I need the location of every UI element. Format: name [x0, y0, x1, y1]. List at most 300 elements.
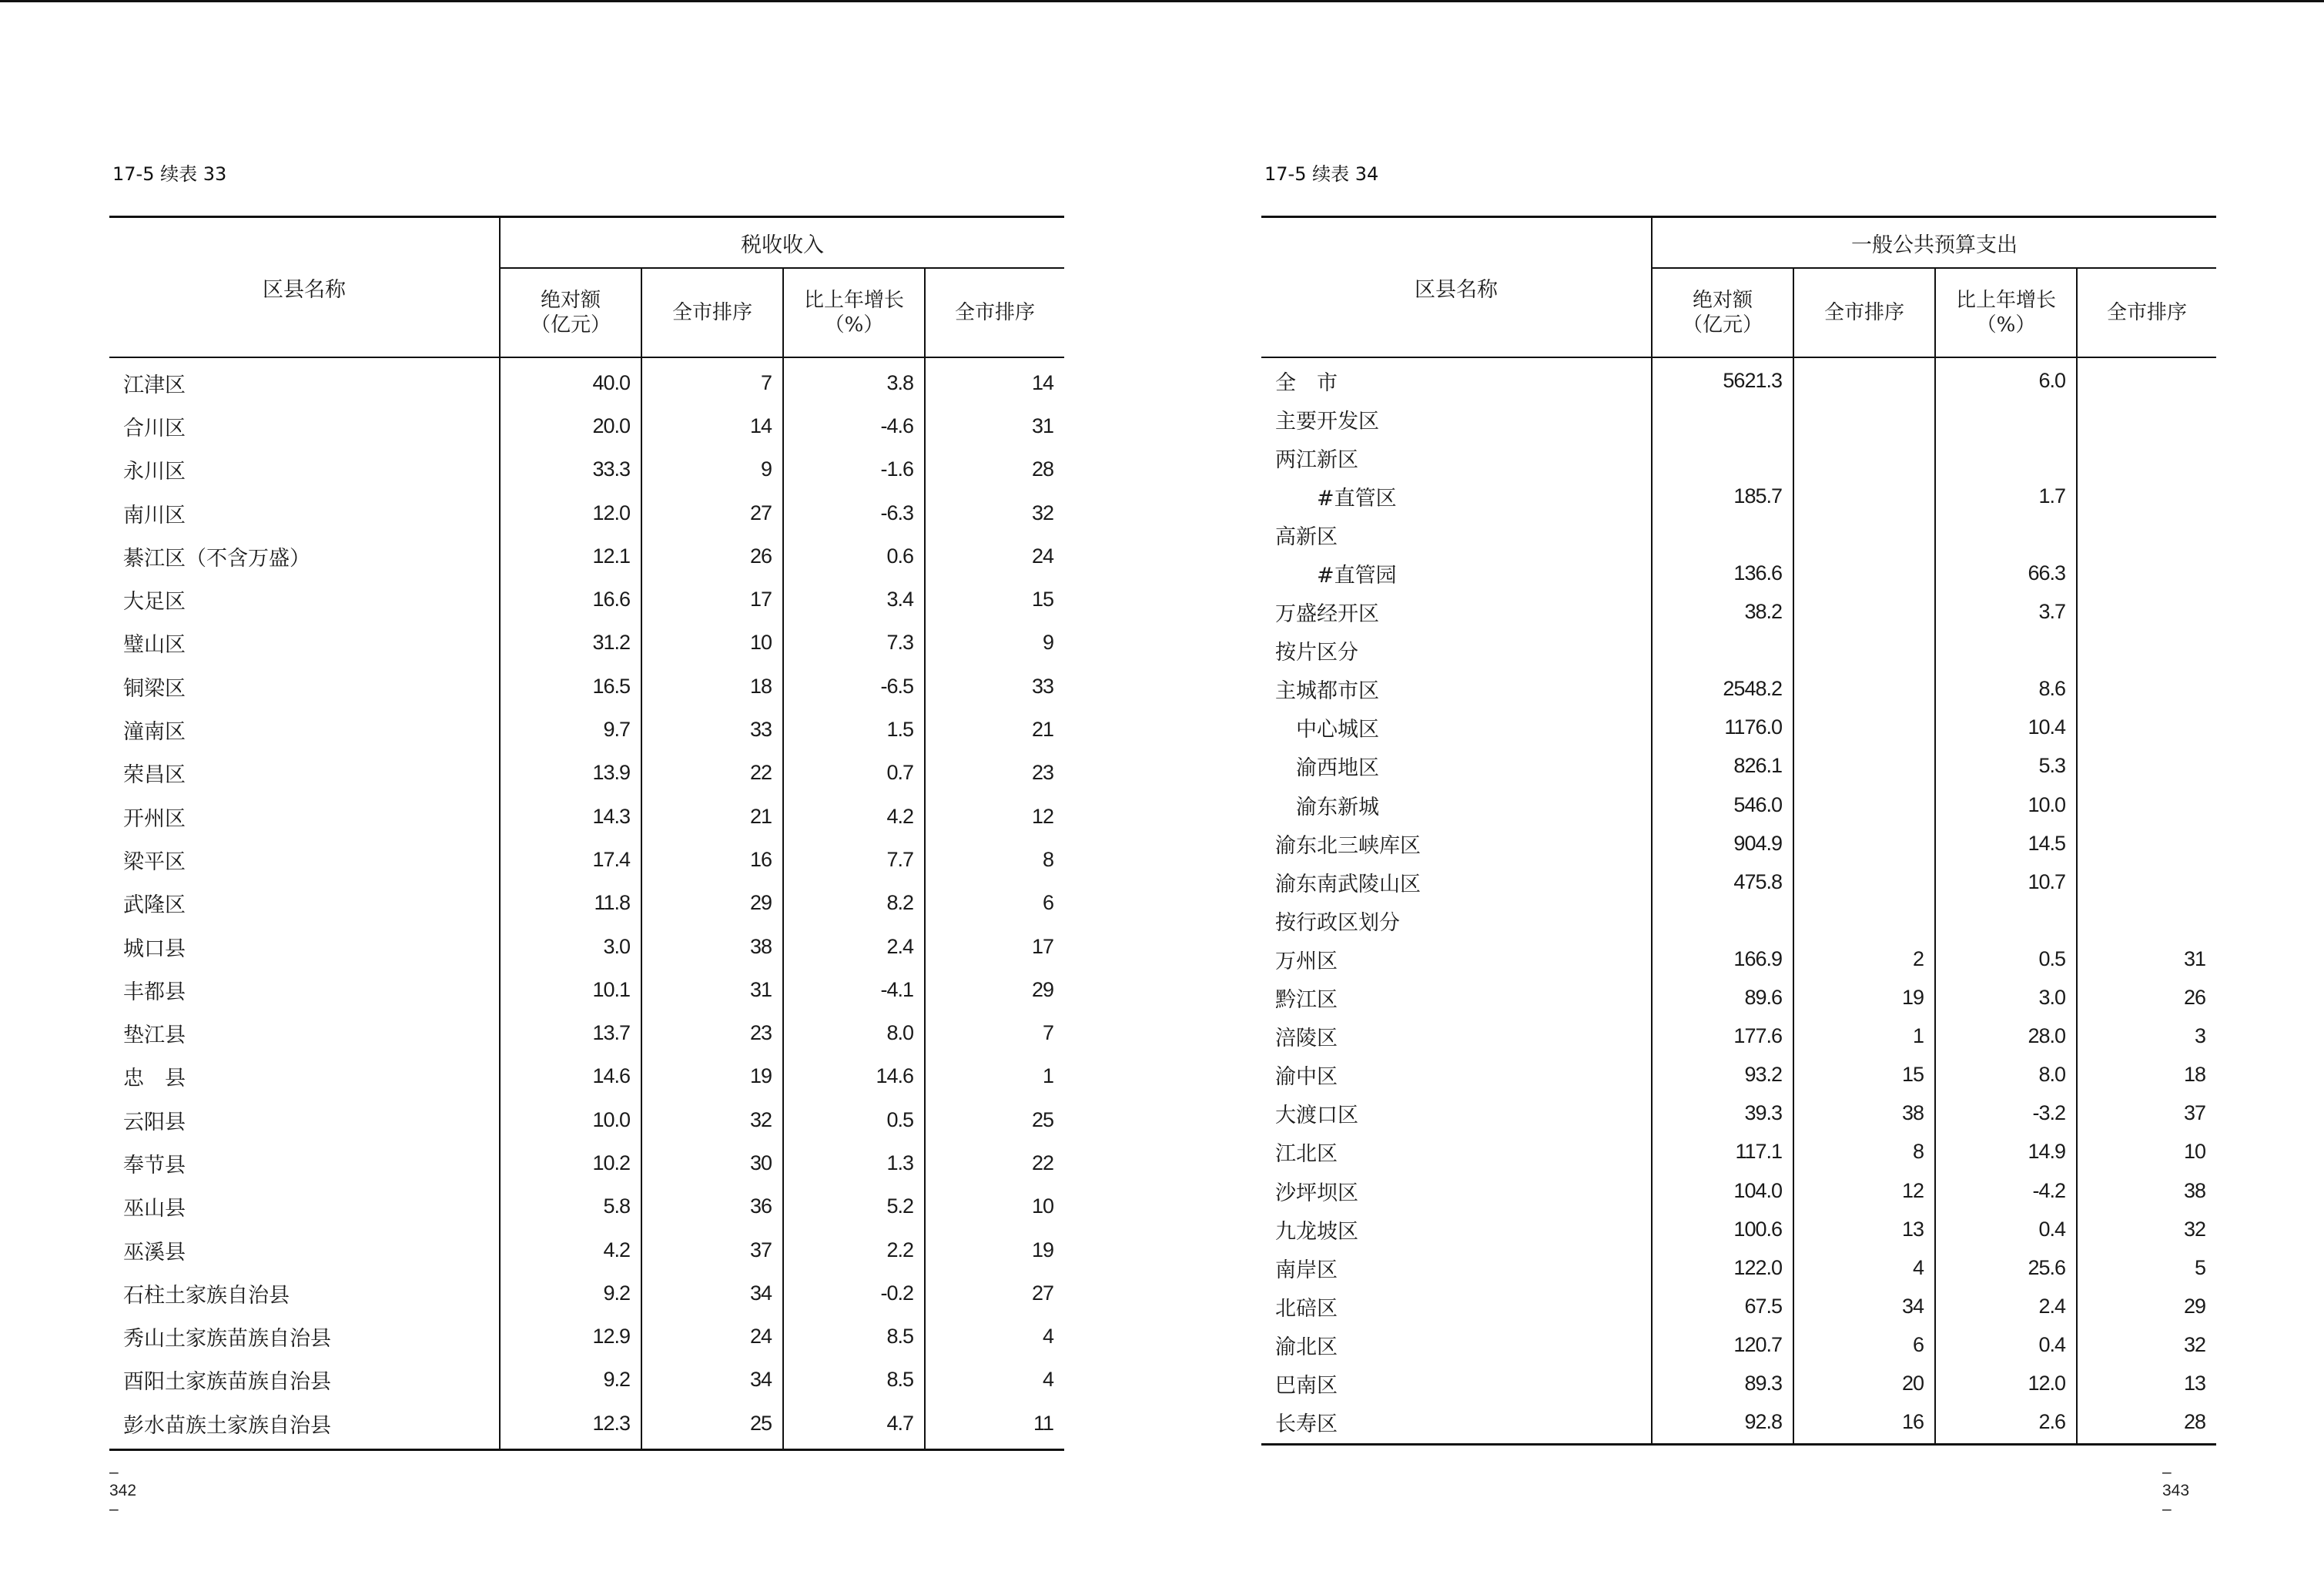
cell-yoy-growth: 0.4 [2038, 1332, 2065, 1356]
table-row [1261, 786, 2216, 824]
cell-district-name: 渝东北三峡库区 [1275, 833, 1421, 858]
cell-absolute-amount: 136.6 [1733, 561, 1782, 585]
cell-yoy-growth: 2.2 [886, 1238, 913, 1261]
table-row [1261, 632, 2216, 670]
cell-growth-rank: 6 [1042, 891, 1053, 915]
cell-yoy-growth: 5.3 [2038, 754, 2065, 778]
cell-growth-rank [2076, 593, 2216, 632]
table-row [109, 621, 1064, 665]
cell-city-rank: 27 [749, 501, 772, 524]
cell-yoy-growth: -3.2 [2032, 1101, 2065, 1125]
cell-growth-rank [2076, 632, 2216, 670]
cell-district-name: 潼南区 [123, 720, 186, 745]
cell-absolute-amount: 104.0 [1733, 1178, 1782, 1202]
table-row [109, 448, 1064, 491]
cell-growth-rank: 17 [1031, 934, 1053, 958]
cell-growth-rank: 28 [2183, 1410, 2205, 1434]
cell-district-name: 九龙坡区 [1275, 1219, 1358, 1244]
cell-city-rank: 36 [749, 1194, 772, 1218]
table-row [1261, 1325, 2216, 1364]
cell-city-rank: 22 [749, 761, 772, 785]
table-row [1261, 438, 2216, 477]
cell-district-name: 荣昌区 [123, 763, 186, 788]
cell-district-name: 北碚区 [1275, 1296, 1338, 1321]
cell-district-name: 中心城区 [1275, 718, 1379, 742]
header-group-tax-revenue: 税收收入 [499, 218, 1064, 269]
table-row [1261, 940, 2216, 978]
cell-city-rank: 10 [749, 631, 772, 655]
cell-growth-rank [2076, 863, 2216, 901]
cell-growth-rank: 33 [1031, 674, 1053, 698]
table-row [1261, 1056, 2216, 1094]
cell-district-name: 按行政区划分 [1275, 910, 1400, 935]
table-row [1261, 670, 2216, 709]
cell-city-rank: 32 [749, 1107, 772, 1131]
cell-district-name: 南川区 [123, 503, 186, 528]
cell-city-rank: 21 [749, 804, 772, 828]
cell-growth-rank [2076, 786, 2216, 824]
table-body [1261, 358, 2216, 1443]
cell-yoy-growth: 8.0 [886, 1021, 913, 1045]
public-budget-expenditure-table [1261, 216, 2216, 1446]
table-row [109, 708, 1064, 751]
cell-growth-rank: 14 [1031, 370, 1053, 394]
table-body [109, 358, 1064, 1449]
cell-yoy-growth: 1.5 [886, 718, 913, 742]
cell-district-name: 石柱土家族自治县 [123, 1283, 290, 1308]
cell-district-name: 大渡口区 [1275, 1104, 1358, 1128]
cell-city-rank: 16 [749, 847, 772, 871]
cell-yoy-growth: 0.5 [886, 1107, 913, 1131]
cell-growth-rank: 27 [1031, 1281, 1053, 1305]
table-caption: 17-5 续表 33 [112, 163, 227, 185]
cell-absolute-amount: 475.8 [1733, 869, 1782, 893]
cell-city-rank [1793, 477, 1934, 515]
cell-district-name: 南岸区 [1275, 1258, 1338, 1282]
cell-absolute-amount: 10.1 [592, 977, 630, 1001]
cell-absolute-amount: 2548.2 [1723, 677, 1782, 701]
cell-yoy-growth: 14.5 [2028, 831, 2065, 855]
cell-district-name: 沙坪坝区 [1275, 1181, 1358, 1205]
cell-yoy-growth: 8.6 [2038, 677, 2065, 701]
cell-district-name: 永川区 [123, 460, 186, 484]
cell-city-rank [1793, 901, 1934, 940]
tax-revenue-table [109, 216, 1064, 1451]
cell-yoy-growth: 3.7 [2038, 600, 2065, 624]
table-row [109, 1359, 1064, 1402]
cell-yoy-growth: 14.9 [2028, 1140, 2065, 1164]
cell-yoy-growth [1934, 901, 2076, 940]
cell-absolute-amount: 38.2 [1744, 600, 1782, 624]
cell-growth-rank: 12 [1031, 804, 1053, 828]
table-row [109, 491, 1064, 534]
cell-absolute-amount: 17.4 [592, 847, 630, 871]
cell-yoy-growth: -4.6 [880, 414, 913, 437]
cell-absolute-amount: 5621.3 [1723, 368, 1782, 392]
cell-growth-rank: 18 [2183, 1063, 2205, 1087]
table-row [1261, 1364, 2216, 1402]
cell-absolute-amount: 16.6 [592, 588, 630, 611]
table-row [109, 1055, 1064, 1098]
table-row [109, 578, 1064, 621]
cell-yoy-growth: 7.7 [886, 847, 913, 871]
cell-yoy-growth: -4.1 [880, 977, 913, 1001]
cell-absolute-amount: 9.2 [603, 1281, 630, 1305]
table-row [109, 361, 1064, 404]
cell-city-rank: 25 [749, 1411, 772, 1435]
cell-yoy-growth: 28.0 [2028, 1024, 2065, 1048]
cell-yoy-growth: 4.7 [886, 1411, 913, 1435]
cell-absolute-amount: 122.0 [1733, 1255, 1782, 1279]
cell-city-rank [1793, 554, 1934, 592]
cell-city-rank: 19 [749, 1064, 772, 1088]
cell-city-rank: 30 [749, 1151, 772, 1174]
cell-absolute-amount: 93.2 [1744, 1063, 1782, 1087]
table-row [1261, 1094, 2216, 1133]
cell-absolute-amount: 14.3 [592, 804, 630, 828]
cell-absolute-amount: 31.2 [592, 631, 630, 655]
cell-district-name: 渝西地区 [1275, 756, 1379, 781]
cell-district-name: 秀山土家族苗族自治县 [123, 1327, 331, 1352]
cell-growth-rank: 3 [2194, 1024, 2205, 1048]
cell-district-name: 全 市 [1275, 370, 1338, 395]
cell-city-rank: 33 [749, 718, 772, 742]
cell-city-rank [1793, 438, 1934, 477]
cell-absolute-amount [1651, 438, 1793, 477]
cell-yoy-growth: 3.0 [2038, 986, 2065, 1010]
cell-absolute-amount: 13.9 [592, 761, 630, 785]
cell-district-name: 两江新区 [1275, 447, 1358, 472]
table-row [109, 1185, 1064, 1228]
cell-city-rank [1793, 400, 1934, 438]
cell-growth-rank: 1 [1042, 1064, 1053, 1088]
cell-city-rank: 6 [1912, 1332, 1924, 1356]
cell-city-rank: 26 [749, 544, 772, 568]
cell-growth-rank: 26 [2183, 986, 2205, 1010]
cell-growth-rank: 28 [1031, 457, 1053, 481]
cell-district-name: 万盛经开区 [1275, 602, 1379, 627]
cell-absolute-amount [1651, 515, 1793, 554]
cell-absolute-amount: 89.6 [1744, 986, 1782, 1010]
cell-yoy-growth: 2.4 [2038, 1294, 2065, 1318]
cell-district-name: 酉阳土家族苗族自治县 [123, 1370, 331, 1395]
table-row [109, 1271, 1064, 1315]
cell-growth-rank: 10 [2183, 1140, 2205, 1164]
table-row [1261, 824, 2216, 863]
cell-absolute-amount: 16.5 [592, 674, 630, 698]
cell-absolute-amount: 10.0 [592, 1107, 630, 1131]
cell-yoy-growth: 0.7 [886, 761, 913, 785]
cell-growth-rank: 29 [2183, 1294, 2205, 1318]
cell-district-name: #直管区 [1275, 486, 1397, 511]
table-row [1261, 593, 2216, 632]
cell-yoy-growth: 10.7 [2028, 869, 2065, 893]
table-row [1261, 400, 2216, 438]
cell-absolute-amount: 14.6 [592, 1064, 630, 1088]
cell-district-name: 主要开发区 [1275, 409, 1379, 434]
cell-yoy-growth: -4.2 [2032, 1178, 2065, 1202]
cell-growth-rank [2076, 438, 2216, 477]
cell-district-name: 垫江县 [123, 1023, 186, 1048]
cell-city-rank [1793, 632, 1934, 670]
cell-absolute-amount: 12.1 [592, 544, 630, 568]
cell-district-name: 奉节县 [123, 1153, 186, 1178]
cell-yoy-growth: 6.0 [2038, 368, 2065, 392]
cell-city-rank: 2 [1912, 946, 1924, 970]
table-caption: 17-5 续表 34 [1264, 163, 1379, 185]
table-row [1261, 361, 2216, 400]
table-row [109, 534, 1064, 578]
cell-yoy-growth: 10.0 [2028, 792, 2065, 816]
header-yoy-growth: 比上年增长 （%） [1934, 269, 2076, 357]
cell-yoy-growth: 3.4 [886, 588, 913, 611]
cell-yoy-growth: 1.3 [886, 1151, 913, 1174]
cell-district-name: 涪陵区 [1275, 1027, 1338, 1051]
cell-city-rank: 29 [749, 891, 772, 915]
cell-city-rank: 23 [749, 1021, 772, 1045]
cell-absolute-amount: 10.2 [592, 1151, 630, 1174]
cell-absolute-amount: 33.3 [592, 457, 630, 481]
cell-district-name: 江津区 [123, 373, 186, 397]
cell-city-rank: 37 [749, 1238, 772, 1261]
top-rule [0, 0, 2324, 2]
cell-growth-rank: 5 [2194, 1255, 2205, 1279]
cell-city-rank: 9 [760, 457, 772, 481]
cell-city-rank: 18 [749, 674, 772, 698]
cell-yoy-growth: 10.4 [2028, 715, 2065, 739]
cell-district-name: 忠 县 [123, 1067, 186, 1091]
cell-growth-rank: 31 [1031, 414, 1053, 437]
cell-absolute-amount: 4.2 [603, 1238, 630, 1261]
cell-absolute-amount: 67.5 [1744, 1294, 1782, 1318]
cell-city-rank: 12 [1901, 1178, 1924, 1202]
cell-yoy-growth [1934, 400, 2076, 438]
cell-city-rank [1793, 515, 1934, 554]
cell-absolute-amount: 120.7 [1733, 1332, 1782, 1356]
header-absolute-amount: 绝对额 （亿元） [499, 269, 641, 357]
cell-absolute-amount: 12.0 [592, 501, 630, 524]
cell-growth-rank: 4 [1042, 1325, 1053, 1348]
table-row [1261, 1287, 2216, 1325]
cell-absolute-amount: 1176.0 [1724, 715, 1782, 739]
cell-absolute-amount: 3.0 [603, 934, 630, 958]
cell-absolute-amount: 100.6 [1733, 1217, 1782, 1241]
cell-city-rank: 1 [1912, 1024, 1924, 1048]
cell-city-rank [1793, 670, 1934, 709]
cell-absolute-amount: 546.0 [1733, 792, 1782, 816]
cell-growth-rank: 25 [1031, 1107, 1053, 1131]
cell-growth-rank [2076, 747, 2216, 786]
table-row [109, 1402, 1064, 1445]
table-row [1261, 709, 2216, 747]
cell-growth-rank [2076, 477, 2216, 515]
header-city-rank: 全市排序 [1793, 269, 1934, 357]
cell-city-rank: 7 [760, 370, 772, 394]
cell-growth-rank [2076, 400, 2216, 438]
cell-growth-rank [2076, 901, 2216, 940]
cell-growth-rank: 32 [2183, 1217, 2205, 1241]
cell-district-name: 江北区 [1275, 1142, 1338, 1167]
cell-absolute-amount: 9.2 [603, 1368, 630, 1392]
cell-growth-rank: 7 [1042, 1021, 1053, 1045]
cell-growth-rank: 31 [2183, 946, 2205, 970]
cell-absolute-amount: 12.9 [592, 1325, 630, 1348]
cell-city-rank [1793, 786, 1934, 824]
cell-yoy-growth: 7.3 [886, 631, 913, 655]
cell-district-name: 渝东新城 [1275, 795, 1379, 819]
table-row [109, 1315, 1064, 1359]
cell-city-rank: 20 [1901, 1371, 1924, 1395]
cell-district-name: 开州区 [123, 806, 186, 831]
cell-growth-rank: 9 [1042, 631, 1053, 655]
cell-growth-rank: 4 [1042, 1368, 1053, 1392]
cell-district-name: 彭水苗族土家族自治县 [123, 1413, 331, 1438]
cell-absolute-amount: 185.7 [1733, 484, 1782, 508]
header-district-name: 区县名称 [1415, 277, 1498, 302]
table-row [1261, 554, 2216, 592]
cell-absolute-amount: 177.6 [1733, 1024, 1782, 1048]
cell-city-rank: 15 [1901, 1063, 1924, 1087]
cell-yoy-growth: -6.3 [880, 501, 913, 524]
cell-district-name: 巫溪县 [123, 1240, 186, 1265]
cell-district-name: 渝中区 [1275, 1065, 1338, 1090]
cell-district-name: 巫山县 [123, 1197, 186, 1221]
cell-absolute-amount: 166.9 [1733, 946, 1782, 970]
cell-growth-rank [2076, 361, 2216, 400]
header-absolute-amount: 绝对额 （亿元） [1651, 269, 1793, 357]
cell-absolute-amount: 89.3 [1744, 1371, 1782, 1395]
cell-district-name: 合川区 [123, 416, 186, 441]
table-row [109, 1141, 1064, 1184]
cell-absolute-amount: 9.7 [603, 718, 630, 742]
cell-yoy-growth: -6.5 [880, 674, 913, 698]
table-row [1261, 1017, 2216, 1056]
cell-yoy-growth: 2.4 [886, 934, 913, 958]
cell-growth-rank: 15 [1031, 588, 1053, 611]
table-row [109, 795, 1064, 838]
table-row [109, 404, 1064, 447]
cell-growth-rank: 37 [2183, 1101, 2205, 1125]
cell-district-name: 云阳县 [123, 1110, 186, 1134]
cell-absolute-amount: 12.3 [592, 1411, 630, 1435]
cell-yoy-growth: 2.6 [2038, 1410, 2065, 1434]
cell-city-rank [1793, 709, 1934, 747]
table-row [109, 1098, 1064, 1141]
cell-city-rank: 38 [1901, 1101, 1924, 1125]
cell-absolute-amount: 904.9 [1733, 831, 1782, 855]
header-growth-rank: 全市排序 [924, 269, 1064, 357]
cell-district-name: 武隆区 [123, 893, 186, 918]
cell-yoy-growth: 14.6 [876, 1064, 913, 1088]
cell-absolute-amount: 11.8 [594, 891, 630, 915]
table-row [1261, 901, 2216, 940]
cell-district-name: 丰都县 [123, 980, 186, 1004]
cell-yoy-growth: -1.6 [880, 457, 913, 481]
cell-growth-rank [2076, 554, 2216, 592]
cell-district-name: 城口县 [123, 936, 186, 961]
cell-district-name: 黔江区 [1275, 988, 1338, 1013]
cell-city-rank: 17 [749, 588, 772, 611]
table-row [109, 752, 1064, 795]
cell-city-rank [1793, 361, 1934, 400]
cell-city-rank: 4 [1912, 1255, 1924, 1279]
table-header [1261, 218, 2216, 358]
header-district-name: 区县名称 [263, 277, 346, 302]
cell-absolute-amount [1651, 901, 1793, 940]
cell-absolute-amount [1651, 632, 1793, 670]
cell-city-rank [1793, 863, 1934, 901]
cell-yoy-growth: -0.2 [880, 1281, 913, 1305]
cell-yoy-growth: 0.4 [2038, 1217, 2065, 1241]
cell-yoy-growth: 3.8 [886, 370, 913, 394]
cell-absolute-amount [1651, 400, 1793, 438]
table-row [109, 925, 1064, 968]
cell-yoy-growth: 0.6 [886, 544, 913, 568]
cell-yoy-growth: 4.2 [886, 804, 913, 828]
cell-growth-rank: 19 [1031, 1238, 1053, 1261]
cell-yoy-growth: 25.6 [2028, 1255, 2065, 1279]
cell-yoy-growth [1934, 515, 2076, 554]
cell-yoy-growth: 1.7 [2038, 484, 2065, 508]
cell-district-name: 大足区 [123, 590, 186, 615]
cell-city-rank [1793, 824, 1934, 863]
table-row [1261, 1210, 2216, 1248]
cell-absolute-amount: 826.1 [1733, 754, 1782, 778]
cell-city-rank: 24 [749, 1325, 772, 1348]
table-row [1261, 515, 2216, 554]
page-number: – 343 – [2162, 1463, 2190, 1518]
cell-yoy-growth: 5.2 [886, 1194, 913, 1218]
cell-growth-rank: 29 [1031, 977, 1053, 1001]
table-row [109, 838, 1064, 881]
cell-district-name: #直管园 [1275, 564, 1397, 588]
cell-district-name: 按片区分 [1275, 641, 1358, 665]
cell-growth-rank: 13 [2183, 1371, 2205, 1395]
cell-city-rank: 38 [749, 934, 772, 958]
table-row [1261, 1248, 2216, 1287]
table-row [1261, 747, 2216, 786]
cell-absolute-amount: 117.1 [1735, 1140, 1782, 1164]
cell-district-name: 长寿区 [1275, 1412, 1338, 1437]
table-row [1261, 1403, 2216, 1442]
cell-district-name: 高新区 [1275, 524, 1338, 549]
cell-growth-rank: 24 [1031, 544, 1053, 568]
header-yoy-growth: 比上年增长 （%） [782, 269, 924, 357]
cell-city-rank: 34 [1901, 1294, 1924, 1318]
cell-city-rank: 34 [749, 1368, 772, 1392]
header-group-budget-expenditure: 一般公共预算支出 [1651, 218, 2216, 269]
cell-growth-rank: 32 [1031, 501, 1053, 524]
cell-growth-rank: 21 [1031, 718, 1053, 742]
cell-growth-rank [2076, 824, 2216, 863]
cell-district-name: 万州区 [1275, 949, 1338, 973]
table-header [109, 218, 1064, 358]
table-row [109, 1011, 1064, 1054]
cell-growth-rank: 8 [1042, 847, 1053, 871]
table-row [1261, 477, 2216, 515]
cell-growth-rank: 22 [1031, 1151, 1053, 1174]
cell-city-rank: 14 [749, 414, 772, 437]
cell-city-rank [1793, 747, 1934, 786]
cell-city-rank: 16 [1901, 1410, 1924, 1434]
cell-growth-rank: 38 [2183, 1178, 2205, 1202]
cell-district-name: 綦江区（不含万盛） [123, 546, 310, 571]
cell-yoy-growth: 66.3 [2028, 561, 2065, 585]
cell-district-name: 璧山区 [123, 633, 186, 658]
cell-yoy-growth: 12.0 [2028, 1371, 2065, 1395]
cell-yoy-growth: 0.5 [2038, 946, 2065, 970]
table-row [1261, 979, 2216, 1017]
